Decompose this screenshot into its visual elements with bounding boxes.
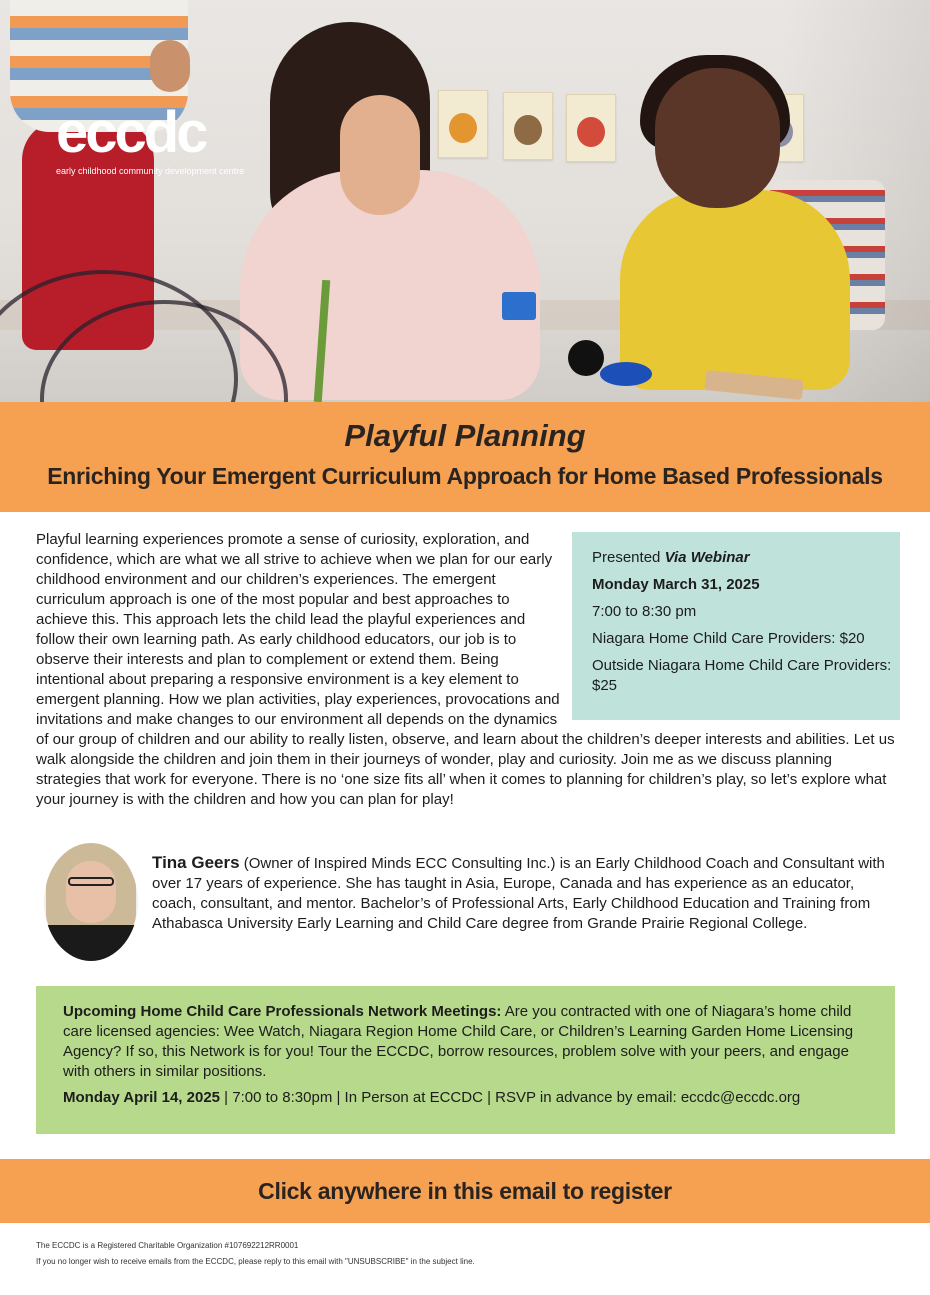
network-text-block xyxy=(63,1002,869,1082)
avatar-face xyxy=(66,861,116,923)
toy-blue-ring xyxy=(600,362,652,386)
price-outside: Outside Niagara Home Child Care Providers: $25 xyxy=(592,657,892,694)
event-time: 7:00 to 8:30 pm xyxy=(592,603,697,620)
network-lead: Upcoming Home Child Care Professionals Network Meetings: xyxy=(63,1003,502,1020)
register-cta-band[interactable] xyxy=(0,1159,930,1223)
logo-wordmark: eccdc xyxy=(56,100,206,165)
network-meetings-box[interactable] xyxy=(36,986,895,1134)
avatar-shirt xyxy=(44,925,138,961)
toy-black-roller xyxy=(568,340,604,376)
baby-face xyxy=(655,68,780,208)
speaker-name: Tina Geers xyxy=(152,853,240,872)
toddler-arm xyxy=(150,40,190,92)
girl-face xyxy=(340,95,420,215)
price-niagara: Niagara Home Child Care Providers: $20 xyxy=(592,630,865,647)
speaker-avatar xyxy=(44,843,138,961)
event-description-section[interactable] xyxy=(36,530,896,810)
eccdc-logo xyxy=(56,100,245,176)
alphabet-card-monkey xyxy=(503,92,553,160)
event-title: Playful Planning xyxy=(344,418,586,453)
presented-via: Via Webinar xyxy=(664,549,750,566)
baby-yellow-dress xyxy=(620,190,850,390)
register-cta-label[interactable]: Click anywhere in this email to register xyxy=(258,1178,672,1204)
event-date: Monday March 31, 2025 xyxy=(592,576,760,593)
avatar-glasses xyxy=(68,877,114,886)
event-info-box xyxy=(572,532,900,720)
toy-blue-cup xyxy=(502,292,536,320)
presented-line xyxy=(592,548,900,568)
hero-photo[interactable] xyxy=(0,0,930,402)
presented-prefix: Presented xyxy=(592,549,661,566)
network-details: | 7:00 to 8:30pm | In Person at ECCDC | RSVP in advance by email: eccdc@eccdc.org xyxy=(220,1089,801,1106)
speaker-bio-text: (Owner of Inspired Minds ECC Consulting Inc.) is an Early Childhood Coach and Consultant with over 17 years of experience. She has taught in Asia, Europe, Canada and has experience as an educator, coach, consultant, and mentor. Bachelor’s of Professional Arts, Early Childhood Education and Training from Athabasca University Early Learning and Child Care degree from Grande Prairie Regional College. xyxy=(152,855,885,932)
footer-charity: The ECCDC is a Registered Charitable Organization #107692212RR0001 xyxy=(36,1241,299,1250)
network-text: Are you contracted with one of Niagara’s home child care licensed agencies: Wee Watch, Niagara Region Home Child Care, or Children’s Learning Garden Home Licensing Agency? If so, this Network is for you! Tour the ECCDC, borrow resources, problem solve with your peers, and engage with others in similar positions. xyxy=(63,1003,854,1080)
speaker-bio[interactable] xyxy=(152,853,892,934)
network-meta xyxy=(63,1088,869,1108)
logo-tagline: early childhood community development centre xyxy=(56,166,245,176)
alphabet-card-lion xyxy=(438,90,488,158)
alphabet-card-bird xyxy=(566,94,616,162)
event-description: Playful learning experiences promote a sense of curiosity, exploration, and confidence, which are what we all strive to achieve when we plan for our early childhood environment and our children’s experiences. The emergent curriculum approach is one of the most popular and best approaches to achieve this. This approach lets the child lead the playful experiences and follow their own learning path. As early childhood educators, our job is to observe their interests and plan to complement or extend them. Being intentional about preparing a responsive environment is a key element to emergent planning. How we plan activities, play experiences, provocations and invitations and make changes to our environment all depends on the dynamics of our group of children and our ability to really listen, observe, and learn about the children’s deeper interests and abilities. Let us walk alongside the children and join them in their journeys of wonder, play and curiosity. Join me as we discuss planning strategies that work for everyone. There is no ‘one size fits all’ when it comes to planning for children’s play, so let’s explore what your journey is with the children and how you can plan for play! xyxy=(36,531,895,808)
title-band[interactable] xyxy=(0,402,930,512)
event-subtitle: Enriching Your Emergent Curriculum Approach for Home Based Professionals xyxy=(47,463,883,489)
network-date: Monday April 14, 2025 xyxy=(63,1089,221,1106)
footer-unsubscribe: If you no longer wish to receive emails from the ECCDC, please reply to this email with "UNSUBSCRIBE" in the subject line. xyxy=(36,1257,475,1266)
